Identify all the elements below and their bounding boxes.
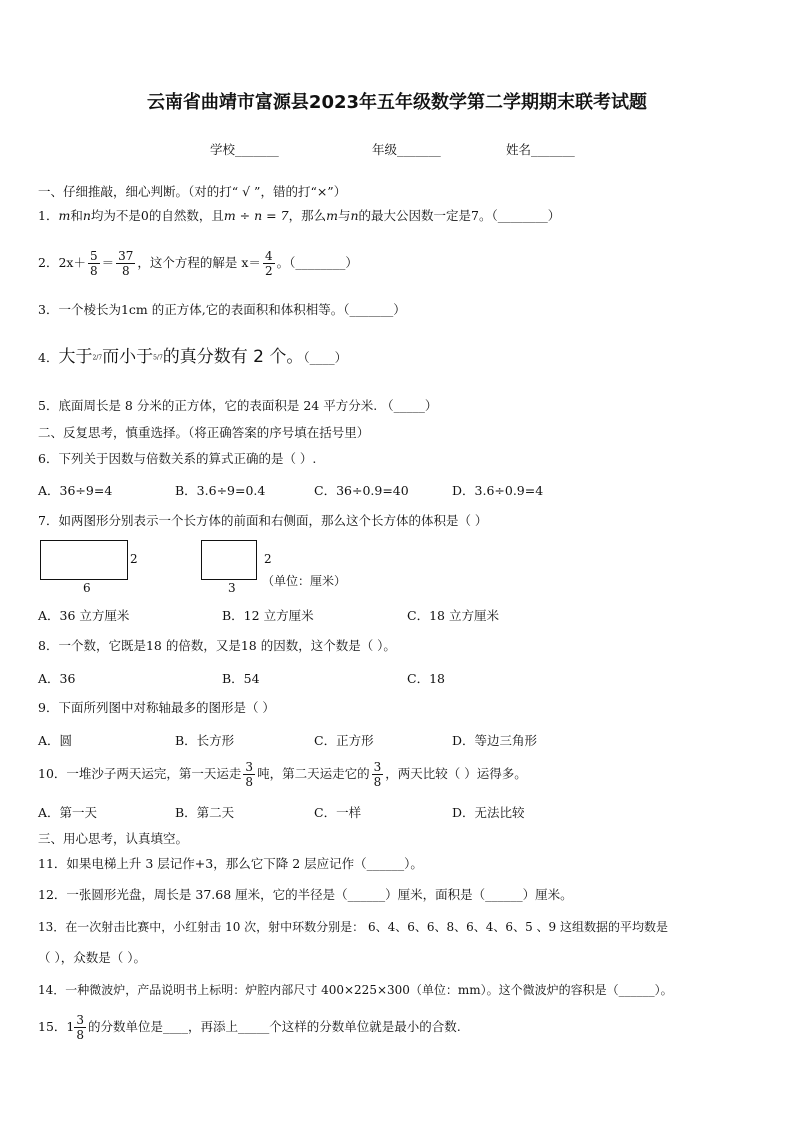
front-face-rectangle	[40, 540, 128, 580]
fraction: $\frac{37}{8}$	[118, 249, 134, 278]
question-15: 15．1 $\frac{3}{8}$ 的分数单位是____，再添上_____个这样的分数单位就是最小的合数.	[38, 1013, 461, 1042]
question-10: 10．一堆沙子两天运完，第一天运走 $\frac{3}{8}$ 吨，第二天运走它的 $\frac{3}{8}$ ，两天比较（ ）运得多。	[38, 760, 527, 789]
q10-option-b: B．第二天	[175, 805, 235, 820]
rect1-width-label: 6	[83, 581, 91, 595]
fraction: $\frac{3}{8}$	[76, 1013, 84, 1042]
name-field: 姓名_______	[506, 142, 575, 157]
q6-option-c: C．36÷0.9=40	[314, 483, 409, 498]
q10-option-c: C．一样	[314, 805, 362, 820]
fraction: $\frac{5}{8}$	[89, 249, 98, 278]
section-3-heading: 三、用心思考，认真填空。	[38, 831, 189, 846]
fraction: $\frac{3}{8}$	[245, 760, 254, 789]
rect1-height-label: 2	[130, 552, 138, 566]
q7-option-b: B．12 立方厘米	[222, 608, 314, 623]
question-8: 8．一个数，它既是18 的倍数，又是18 的因数，这个数是（ ）。	[38, 638, 396, 653]
question-2: 2．2x＋ $\frac{5}{8}$ ＝ $\frac{37}{8}$ ，这个方程的解是 x＝ $\frac{4}{2}$ 。（________）	[38, 249, 358, 278]
page-title: 云南省曲靖市富源县2023年五年级数学第二学期期末联考试题	[146, 92, 648, 113]
q6-option-d: D．3.6÷0.9=4	[452, 483, 544, 498]
q9-option-b: B．长方形	[175, 733, 235, 748]
q10-option-a: A．第一天	[38, 805, 98, 820]
q6-option-b: B．3.6÷9=0.4	[175, 483, 266, 498]
question-12: 12．一张圆形光盘，周长是 37.68 厘米，它的半径是（______）厘米，面积是（______）厘米。	[38, 887, 573, 902]
question-3: 3．一个棱长为1cm 的正方体,它的表面积和体积相等。（_______）	[38, 302, 406, 317]
question-9: 9．下面所列图中对称轴最多的图形是（ ）	[38, 700, 275, 715]
q8-option-a: A．36	[38, 671, 76, 686]
q8-option-b: B．54	[222, 671, 260, 686]
question-7: 7．如两图形分别表示一个长方体的前面和右侧面，那么这个长方体的体积是（ ）	[38, 513, 488, 528]
q10-option-d: D．无法比较	[452, 805, 525, 820]
rect2-width-label: 3	[228, 581, 236, 595]
question-4: 4．大于2/7而小于5/7的真分数有 2 个。（____）	[38, 347, 348, 367]
section-2-heading: 二、反复思考，慎重选择。（将正确答案的序号填在括号里）	[38, 425, 370, 440]
question-5: 5．底面周长是 8 分米的正方体，它的表面积是 24 平方分米. （_____）	[38, 398, 438, 413]
q8-option-c: C．18	[407, 671, 445, 686]
q9-option-a: A．圆	[38, 733, 73, 748]
grade-field: 年级_______	[372, 142, 441, 157]
question-6: 6．下列关于因数与倍数关系的算式正确的是（ ）.	[38, 451, 317, 466]
question-13: 13．在一次射击比赛中，小红射击 10 次，射中环数分别是： 6、4、6、6、8、6、4、6、5 、9 这组数据的平均数是	[38, 920, 668, 934]
q7-option-c: C．18 立方厘米	[407, 608, 499, 623]
school-field: 学校_______	[210, 142, 279, 157]
q6-option-a: A．36÷9=4	[38, 483, 113, 498]
fraction: $\frac{3}{8}$	[373, 760, 382, 789]
question-13-continued: （ ），众数是（ ）。	[38, 950, 146, 965]
question-14: 14．一种微波炉，产品说明书上标明：炉腔内部尺寸 400×225×300（单位：mm）。这个微波炉的容积是（______）。	[38, 983, 673, 997]
q9-option-c: C．正方形	[314, 733, 374, 748]
unit-label: （单位：厘米）	[262, 574, 347, 588]
q7-option-a: A．36 立方厘米	[38, 608, 130, 623]
question-11: 11．如果电梯上升 3 层记作+3，那么它下降 2 层应记作（______）。	[38, 856, 423, 871]
side-face-rectangle	[201, 540, 257, 580]
q9-option-d: D．等边三角形	[452, 733, 538, 748]
section-1-heading: 一、仔细推敲，细心判断。（对的打“ √ ”，错的打“×”）	[38, 184, 347, 199]
question-1: 1．m和n均为不是0的自然数，且m ÷ n = 7，那么m与n的最大公因数一定是7。（________）	[38, 208, 561, 223]
rect2-height-label: 2	[264, 552, 272, 566]
fraction: $\frac{4}{2}$	[264, 249, 273, 278]
